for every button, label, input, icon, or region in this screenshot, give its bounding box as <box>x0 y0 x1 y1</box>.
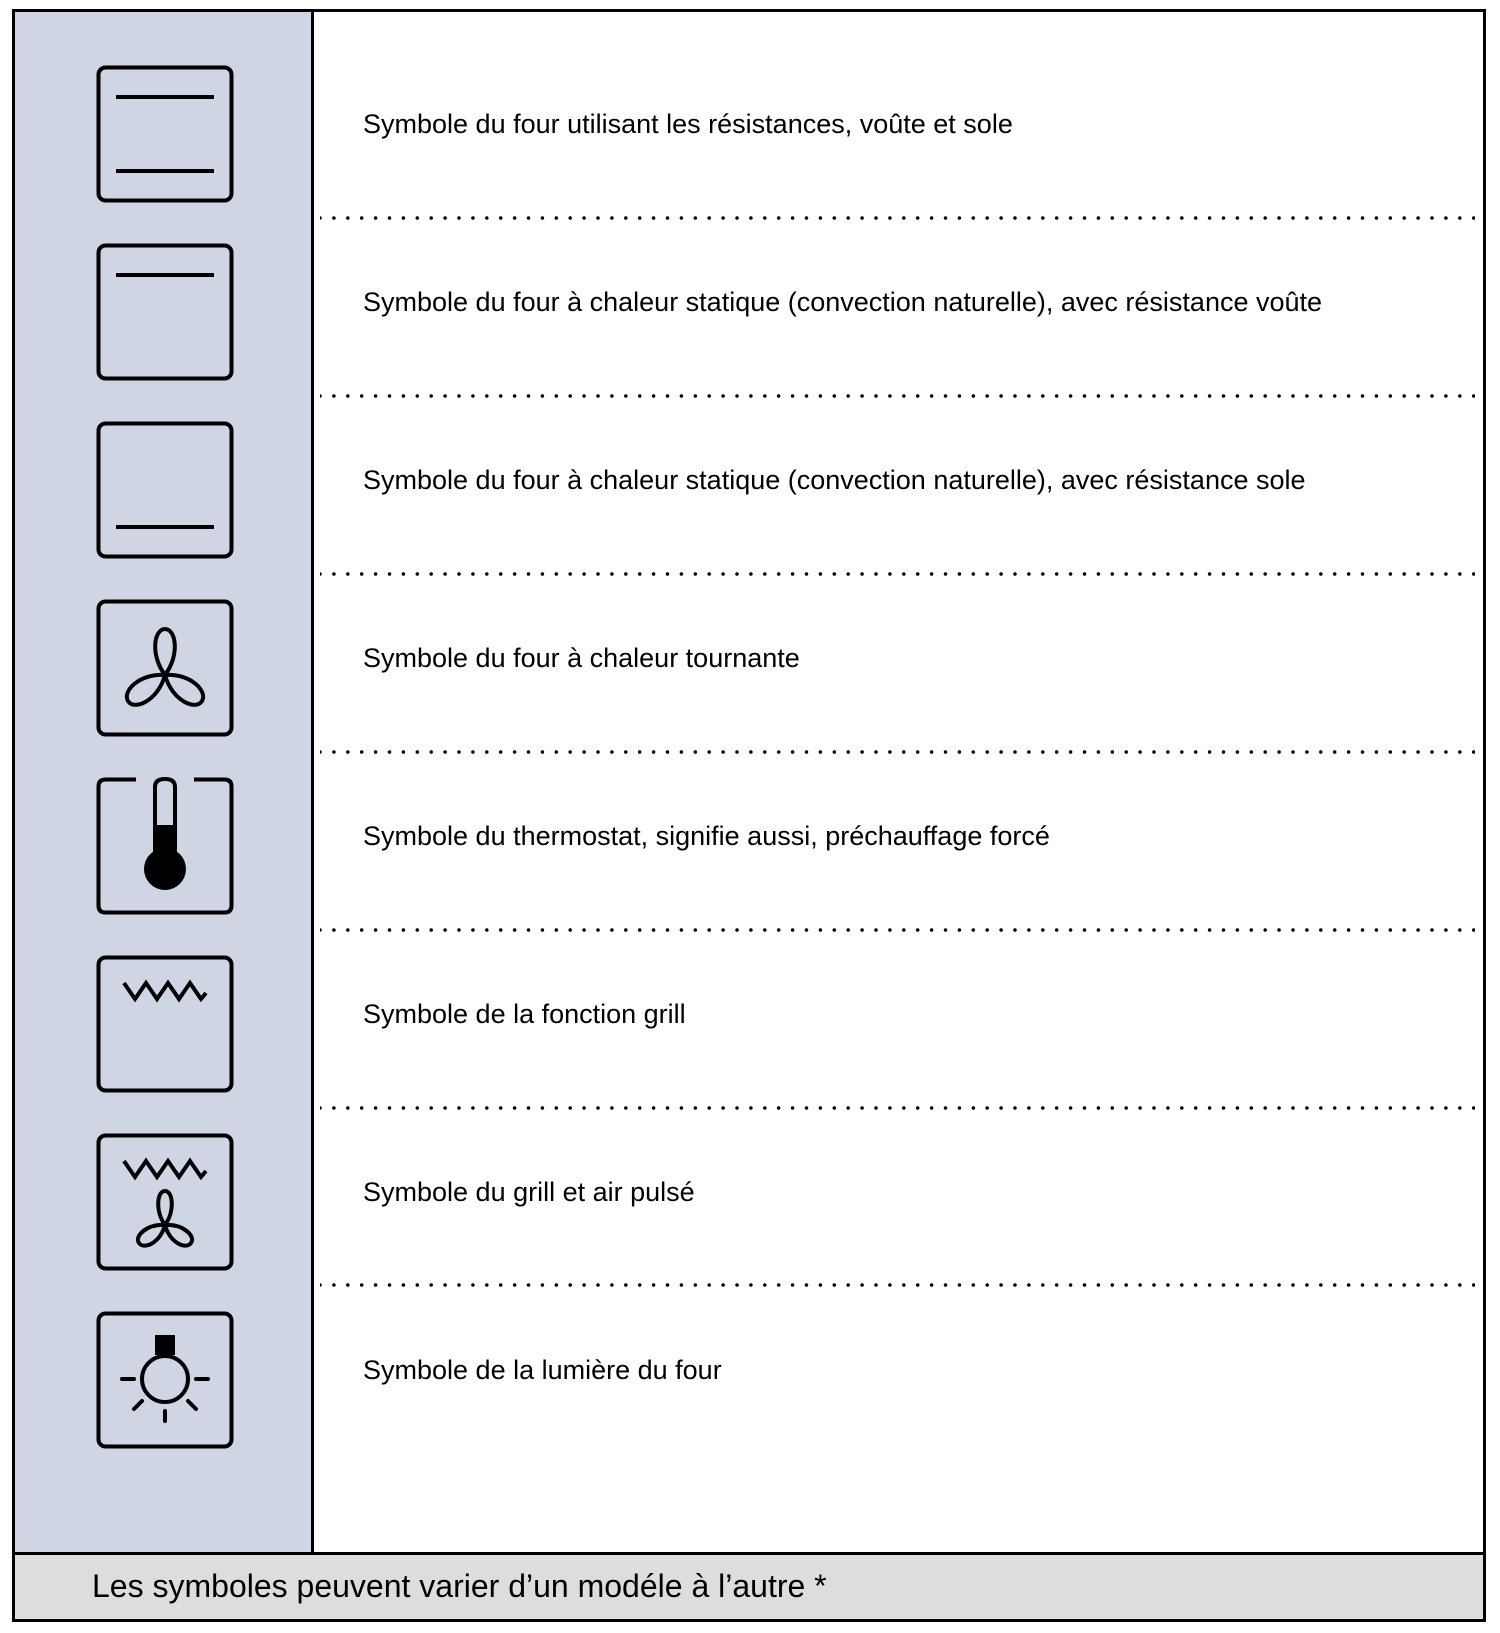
legend-label: Symbole du four à chaleur statique (convection naturelle), avec résistance voûte <box>363 287 1323 317</box>
legend-row-grill <box>15 902 1483 1087</box>
legend-label: Symbole du four à chaleur tournante <box>363 643 800 673</box>
legend-label: Symbole de la lumière du four <box>363 1355 722 1385</box>
top-bottom-heat-icon <box>96 65 234 203</box>
legend-row-top-heat <box>15 190 1483 375</box>
legend-row-fan <box>15 546 1483 731</box>
legend-label: Symbole du four utilisant les résistances, voûte et sole <box>363 109 1013 139</box>
grill-fan-icon <box>96 1133 234 1271</box>
oven-light-icon <box>96 1311 234 1449</box>
legend-label: Symbole du grill et air pulsé <box>363 1177 695 1207</box>
thermometer-icon <box>96 777 234 915</box>
symbol-legend-table <box>12 9 1486 1622</box>
legend-label: Symbole de la fonction grill <box>363 999 686 1029</box>
legend-row-oven-light <box>15 1258 1483 1443</box>
bottom-heat-icon <box>96 421 234 559</box>
legend-row-bottom-heat <box>15 368 1483 553</box>
footer-text: Les symboles peuvent varier d’un modéle à l’autre * <box>92 1568 827 1604</box>
legend-row-top-bottom-heat <box>15 12 1483 197</box>
footer-note <box>15 1552 1483 1619</box>
fan-icon <box>96 599 234 737</box>
top-heat-icon <box>96 243 234 381</box>
legend-label: Symbole du four à chaleur statique (convection naturelle), avec résistance sole <box>363 465 1306 495</box>
legend-row-grill-fan <box>15 1080 1483 1265</box>
legend-label: Symbole du thermostat, signifie aussi, préchauffage forcé <box>363 821 1050 851</box>
legend-row-thermostat <box>15 724 1483 909</box>
grill-icon <box>96 955 234 1093</box>
